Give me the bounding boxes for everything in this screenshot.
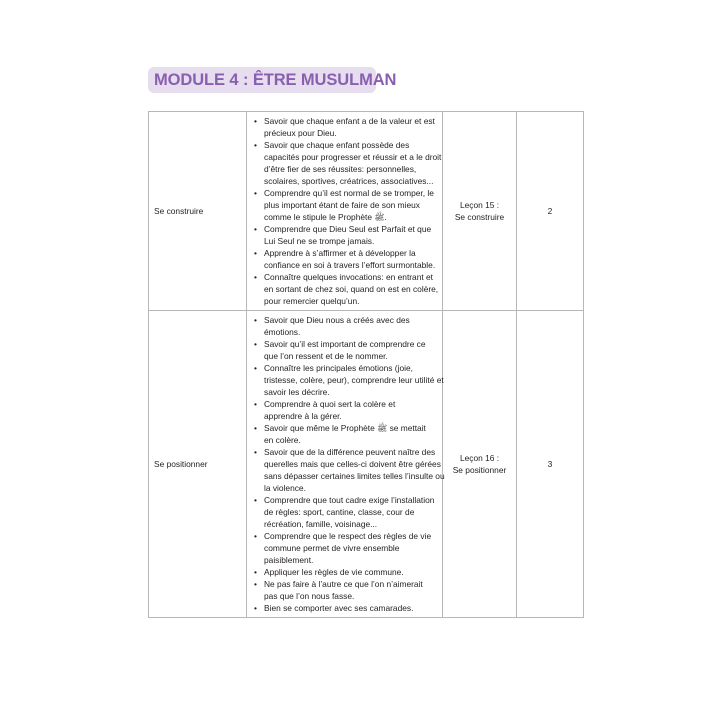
bullet-marker: • (254, 531, 257, 541)
sessions-cell: 2 (517, 112, 584, 311)
bullet-marker: • (254, 603, 257, 613)
objective-text: Comprendre que le respect des règles de vie (264, 531, 432, 541)
objective-text: Appliquer les règles de vie commune. (264, 567, 404, 577)
objective-text: précieux pour Dieu. (264, 128, 337, 138)
objective-text: Savoir que chaque enfant a de la valeur et est (264, 116, 435, 126)
objective-text: Lui Seul ne se trompe jamais. (264, 236, 375, 246)
objective-line (252, 530, 439, 542)
objective-text: querelles mais que celles-ci doivent être gérées (264, 459, 441, 469)
objective-text: Comprendre que tout cadre exige l’installation (264, 495, 435, 505)
objective-line (252, 326, 439, 338)
objective-line (252, 482, 439, 494)
bullet-marker: • (254, 140, 257, 150)
theme-cell: Se positionner (149, 311, 247, 618)
objective-text: la violence. (264, 483, 306, 493)
objective-line (252, 542, 439, 554)
objective-line (252, 139, 439, 151)
bullet-marker: • (254, 339, 257, 349)
module-title: MODULE 4 : ÊTRE MUSULMAN (148, 67, 376, 93)
objective-text: que l’on ressent et de le nommer. (264, 351, 388, 361)
lesson-title: Se construire (454, 212, 505, 222)
objective-text: sans dépasser certaines limites telles l’insulte ou (264, 471, 445, 481)
objective-text: scolaires, sportives, créatrices, associatives... (264, 176, 434, 186)
objective-line (252, 259, 439, 271)
bullet-marker: • (254, 495, 257, 505)
objective-line (252, 151, 442, 163)
objective-line (252, 386, 439, 398)
objective-text: Connaître les principales émotions (joie, (264, 363, 413, 373)
lesson-number: Leçon 16 : (459, 453, 500, 463)
objective-line (252, 374, 444, 386)
objective-text: comme le stipule le Prophète ﷺ. (264, 212, 387, 222)
objective-line (252, 410, 439, 422)
objective-line (252, 590, 439, 602)
objective-line (252, 566, 439, 578)
sessions-cell: 3 (517, 311, 584, 618)
bullet-marker: • (254, 399, 257, 409)
objective-text: Connaître quelques invocations: en entrant et (264, 272, 434, 282)
objective-text: pour remercier quelqu’un. (264, 296, 360, 306)
objective-text: capacités pour progresser et réussir et a le droit (264, 152, 442, 162)
objective-text: Apprendre à s’affirmer et à développer la (264, 248, 416, 258)
bullet-marker: • (254, 423, 257, 433)
objective-text: paisiblement. (264, 555, 314, 565)
objective-text: Savoir que même le Prophète ﷺ se mettait (264, 423, 426, 433)
objective-line (252, 458, 439, 470)
objective-line (252, 602, 439, 614)
objective-line (252, 470, 445, 482)
bullet-marker: • (254, 579, 257, 589)
objective-text: tristesse, colère, peur), comprendre leur utilité et (264, 375, 444, 385)
objective-line (252, 446, 439, 458)
objective-line (252, 235, 439, 247)
table-row (149, 112, 584, 311)
objective-line (252, 211, 439, 223)
objective-text: Ne pas faire à l’autre ce que l’on n’aimerait (264, 579, 423, 589)
bullet-marker: • (254, 315, 257, 325)
objective-text: de règles: sport, cantine, classe, cour de (264, 507, 415, 517)
objective-line (252, 187, 439, 199)
objective-text: Comprendre que Dieu Seul est Parfait et que (264, 224, 432, 234)
objective-line (252, 283, 439, 295)
objective-line (252, 199, 439, 211)
objectives-cell (247, 311, 443, 618)
objective-line (252, 127, 439, 139)
objective-text: plus important étant de faire de son mieux (264, 200, 420, 210)
objective-text: d’être fier de ses réussites: personnelles, (264, 164, 417, 174)
objective-line (252, 295, 439, 307)
objective-text: récréation, famille, voisinage... (264, 519, 378, 529)
objective-line (252, 398, 439, 410)
objective-line (252, 578, 439, 590)
lesson-cell (443, 112, 517, 311)
objective-text: commune permet de vivre ensemble (264, 543, 400, 553)
objective-line (252, 338, 439, 350)
objective-text: Comprendre à quoi sert la colère et (264, 399, 396, 409)
objective-line (252, 554, 439, 566)
bullet-marker: • (254, 116, 257, 126)
objective-text: en sortant de chez soi, quand on est en colère, (264, 284, 439, 294)
objective-text: Savoir que de la différence peuvent naître des (264, 447, 436, 457)
objective-text: savoir les décrire. (264, 387, 330, 397)
objective-line (252, 247, 439, 259)
objective-line (252, 163, 439, 175)
objective-line (252, 115, 439, 127)
bullet-marker: • (254, 363, 257, 373)
objective-text: en colère. (264, 435, 301, 445)
objective-line (252, 175, 439, 187)
lesson-title: Se positionner (452, 465, 507, 475)
bullet-marker: • (254, 272, 257, 282)
lesson-cell (443, 311, 517, 618)
objective-line (252, 494, 439, 506)
objective-line (252, 362, 439, 374)
objective-line (252, 518, 439, 530)
objective-line (252, 422, 439, 434)
objective-text: Savoir qu’il est important de comprendre ce (264, 339, 426, 349)
objective-text: Savoir que Dieu nous a créés avec des (264, 315, 410, 325)
bullet-marker: • (254, 567, 257, 577)
objective-line (252, 434, 439, 446)
bullet-marker: • (254, 248, 257, 258)
objective-text: confiance en soi à travers l’effort surmontable. (264, 260, 436, 270)
theme-cell: Se construire (149, 112, 247, 311)
table-row (149, 311, 584, 618)
bullet-marker: • (254, 188, 257, 198)
objective-line (252, 350, 439, 362)
objective-text: émotions. (264, 327, 301, 337)
objective-line (252, 506, 439, 518)
objective-text: apprendre à la gérer. (264, 411, 342, 421)
objective-text: Bien se comporter avec ses camarades. (264, 603, 414, 613)
bullet-marker: • (254, 447, 257, 457)
objective-text: pas que l’on nous fasse. (264, 591, 355, 601)
bullet-marker: • (254, 224, 257, 234)
lesson-number: Leçon 15 : (459, 200, 500, 210)
objectives-cell (247, 112, 443, 311)
objective-text: Savoir que chaque enfant possède des (264, 140, 410, 150)
objective-line (252, 271, 439, 283)
objective-line (252, 314, 439, 326)
objective-line (252, 223, 439, 235)
objective-text: Comprendre qu’il est normal de se tromper, le (264, 188, 434, 198)
curriculum-table (148, 111, 584, 618)
